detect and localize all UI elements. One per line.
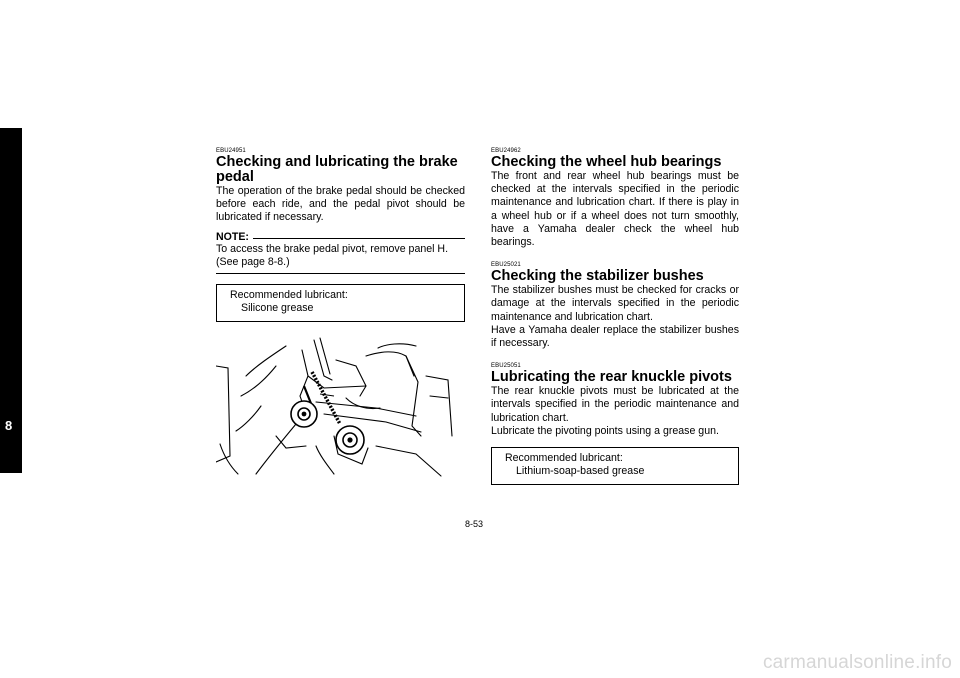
section-heading: Checking and lubricating the brake pedal [216, 154, 458, 185]
pivot-marker-1 [291, 401, 317, 427]
section-body: The stabilizer bushes must be checked for cracks or damage at the intervals specified in the periodic maintenance and lubrication chart. [491, 284, 739, 323]
section-body: The operation of the brake pedal should be checked before each ride, and the pedal pivot should be lubricated if necessary. [216, 185, 465, 224]
note-end-rule [216, 273, 465, 274]
section-heading: Checking the wheel hub bearings [491, 154, 722, 170]
lubricant-label: Recommended lubricant: [230, 289, 348, 302]
note-label: NOTE: [216, 230, 249, 243]
lubricant-value: Silicone grease [241, 302, 314, 315]
lubricant-label: Recommended lubricant: [505, 452, 623, 465]
chapter-number: 8 [5, 418, 13, 433]
section-heading: Checking the stabilizer bushes [491, 268, 704, 285]
left-column [216, 148, 465, 483]
section-body-2: Lubricate the pivoting points using a grease gun. [491, 424, 719, 437]
section-code: EBU25021 [491, 262, 521, 269]
section-code: EBU24962 [491, 148, 521, 154]
section-body: The front and rear wheel hub bearings must be checked at the intervals specified in the periodic maintenance and lubrication chart. If there is play in a wheel hub or if a wheel does not turn smoothly, have a Yamaha dealer check the wheel hub bearings. [491, 170, 739, 249]
section-body: The rear knuckle pivots must be lubricated at the intervals specified in the periodic maintenance and lubrication chart. [491, 385, 739, 424]
section-stabilizer-bushes [491, 262, 739, 350]
watermark: carmanualsonline.info [762, 652, 952, 673]
section-body-2: Have a Yamaha dealer replace the stabilizer bushes if necessary. [491, 323, 739, 350]
note-rule [253, 238, 465, 239]
section-code: EBU25051 [491, 363, 521, 370]
lubricant-box [491, 447, 739, 485]
note-header [216, 231, 465, 243]
section-heading: Lubricating the rear knuckle pivots [491, 369, 732, 386]
section-code: EBU24951 [216, 148, 246, 154]
right-column [491, 148, 739, 485]
chapter-tab [0, 128, 22, 473]
page-number: 8-53 [465, 519, 484, 529]
lubricant-box [216, 284, 465, 322]
section-wheel-hub-bearings [491, 148, 739, 249]
note-text: To access the brake pedal pivot, remove panel H. (See page 8-8.) [216, 242, 449, 268]
brake-pedal-illustration [216, 336, 465, 478]
section-rear-knuckle-pivots [491, 363, 739, 438]
lubricant-value: Lithium-soap-based grease [516, 465, 645, 478]
pivot-marker-2 [336, 426, 364, 454]
